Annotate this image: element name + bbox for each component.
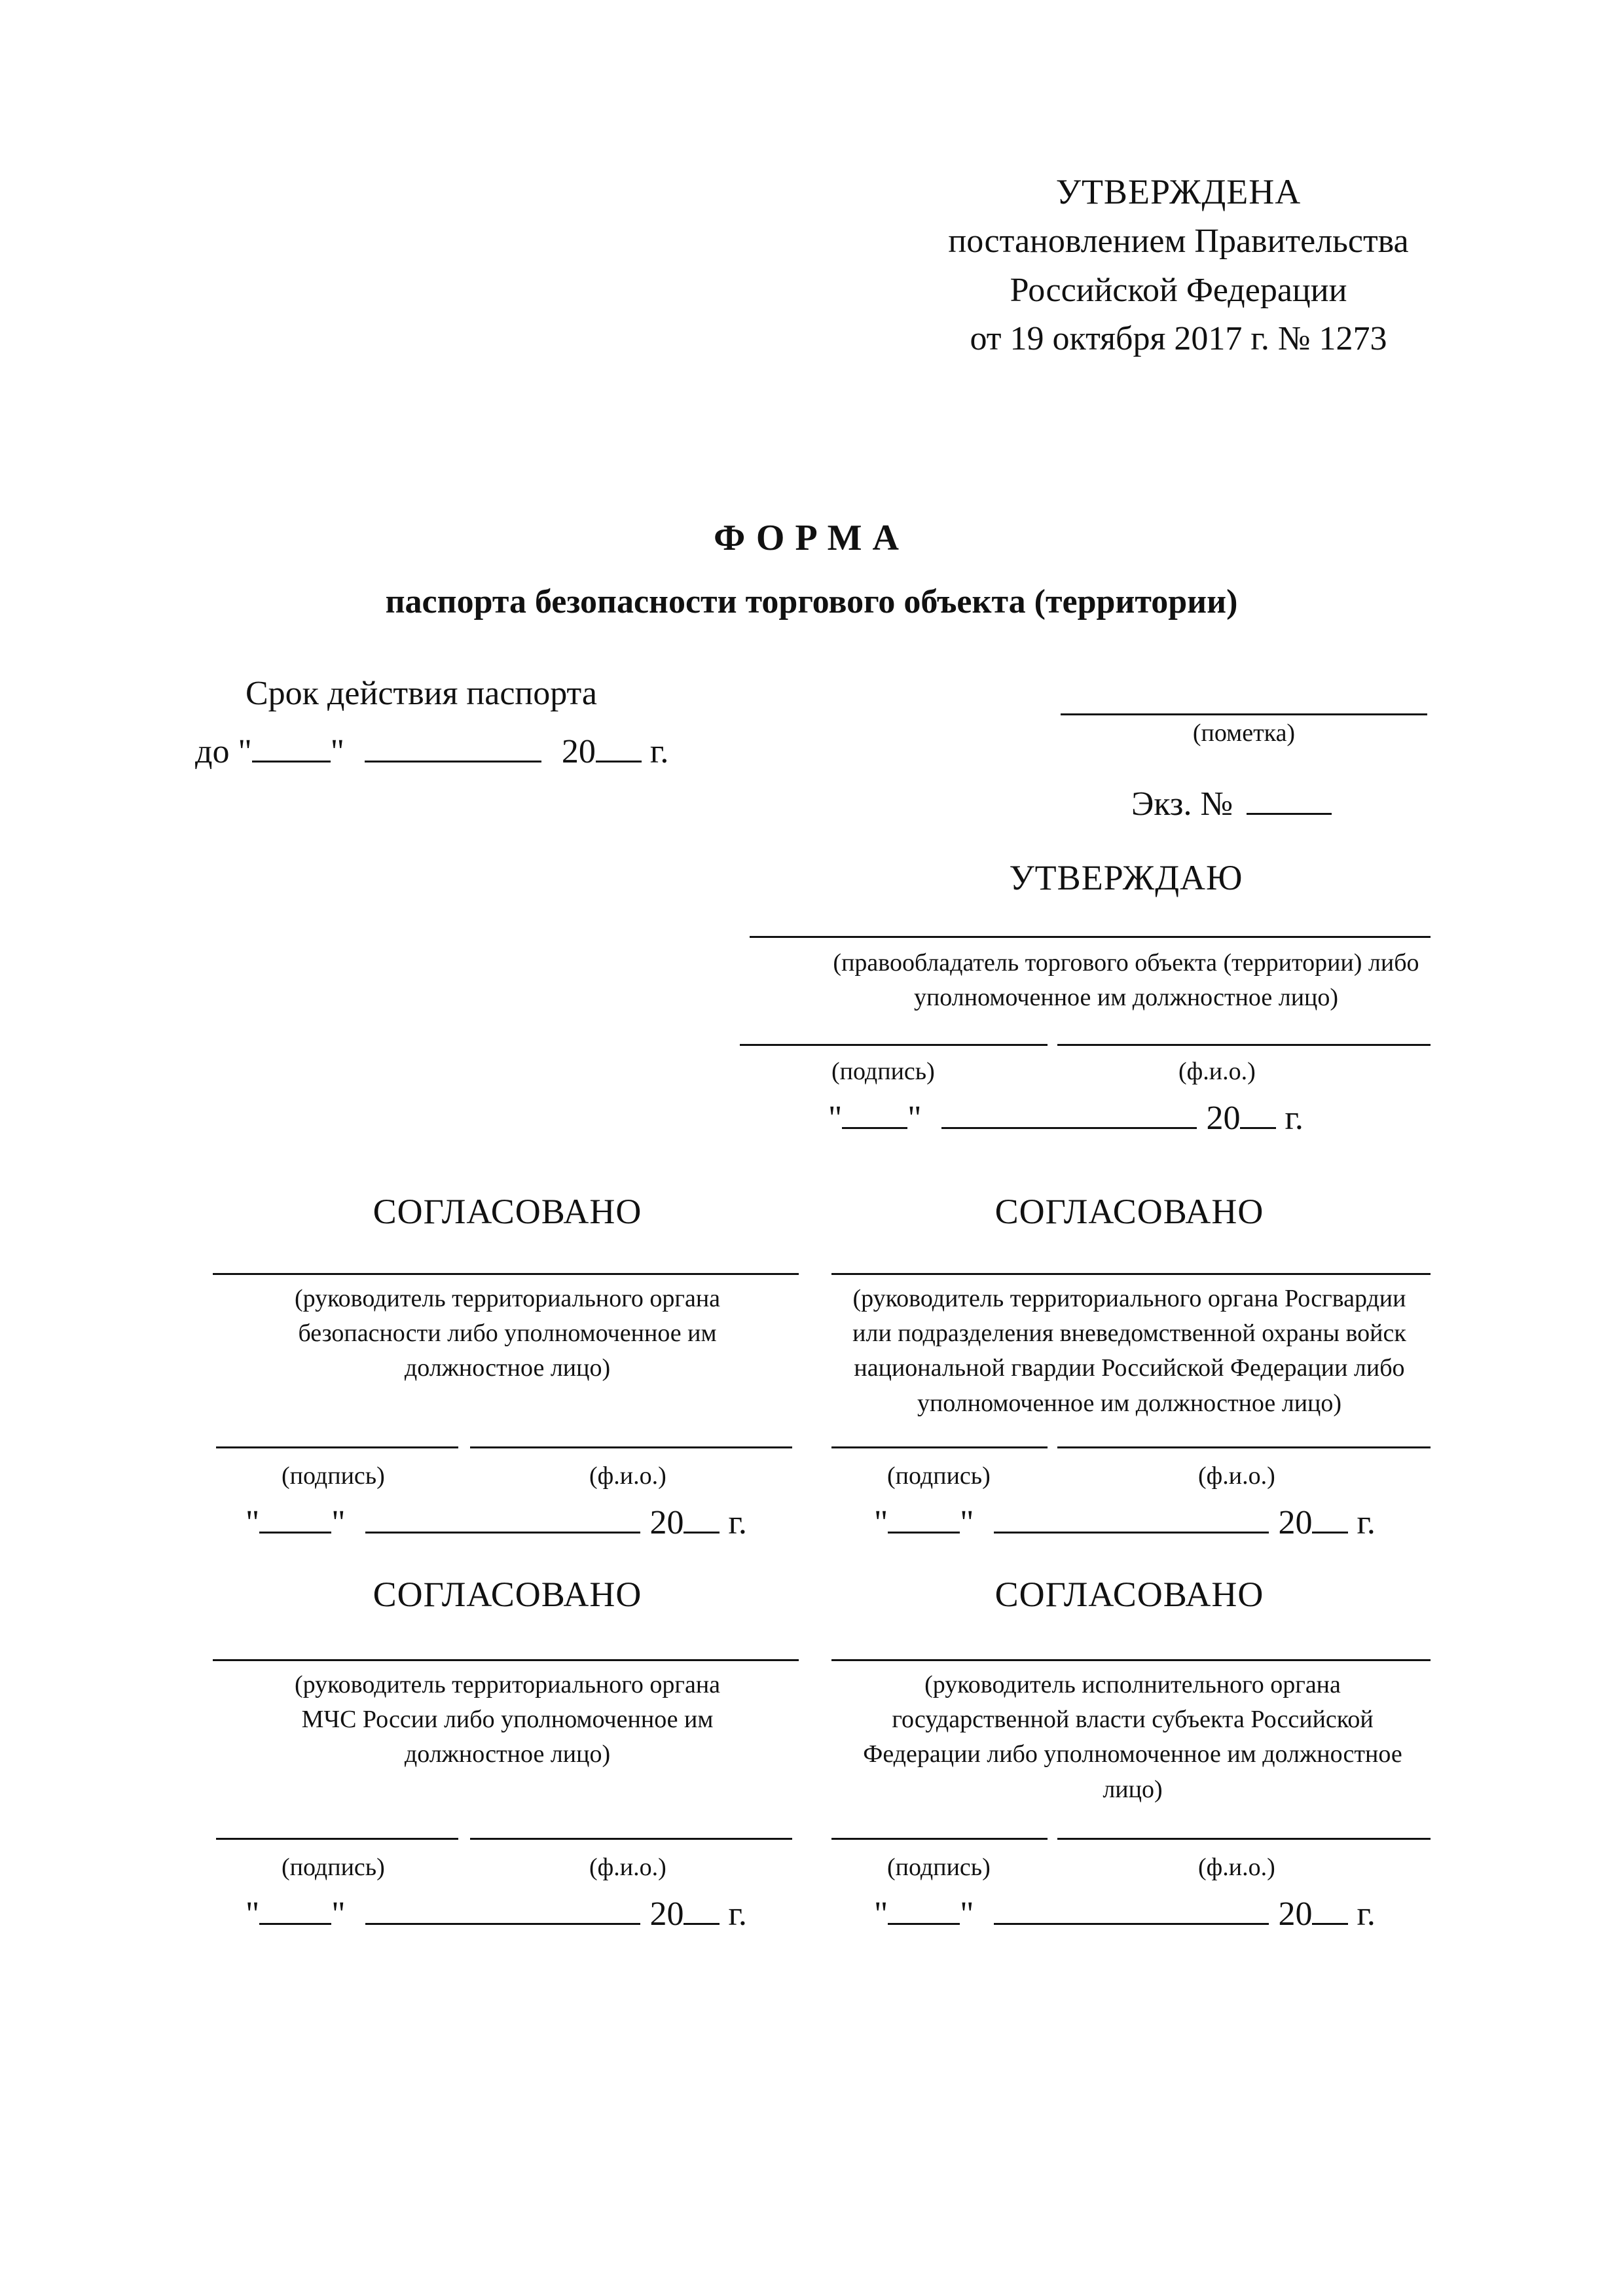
mark-label: (пометка) xyxy=(1192,719,1296,747)
agreement-4-caption xyxy=(818,1668,1447,1807)
agreement-2-suffix: г. xyxy=(1348,1504,1376,1541)
agreement-3-month-field[interactable] xyxy=(365,1889,640,1925)
agreement-3-name-field[interactable] xyxy=(470,1838,792,1840)
agreement-3-quote-close: " xyxy=(331,1895,346,1933)
agreement-2-caption-line: (руководитель территориального органа Росгвардии xyxy=(852,1285,1406,1312)
agreement-2-name-field[interactable] xyxy=(1057,1446,1431,1448)
agreement-1-day-field[interactable] xyxy=(259,1498,331,1534)
validity-quote-close: " xyxy=(330,733,344,770)
agreement-1-caption xyxy=(216,1282,799,1386)
approve-signature-label: (подпись) xyxy=(831,1058,935,1085)
agreement-4-month-field[interactable] xyxy=(994,1889,1269,1925)
approval-block xyxy=(851,167,1506,363)
agreement-3-caption-line: МЧС России либо уполномоченное им xyxy=(301,1706,714,1734)
form-subtitle: паспорта безопасности торгового объекта (территории) xyxy=(385,583,1238,620)
validity-day-field[interactable] xyxy=(252,726,331,762)
agreement-1-caption-line: безопасности либо уполномоченное им xyxy=(298,1319,717,1348)
agreement-4-signature-field[interactable] xyxy=(831,1838,1048,1840)
approval-line-3: от 19 октября 2017 г. № 1273 xyxy=(970,319,1387,357)
agreement-4-name-label: (ф.и.о.) xyxy=(1198,1854,1275,1881)
agreement-3-quote-open: " xyxy=(246,1895,260,1933)
agreement-3-official-field[interactable] xyxy=(213,1659,799,1661)
approve-quote-open: " xyxy=(828,1100,843,1137)
agreement-1-name-label: (ф.и.о.) xyxy=(589,1462,666,1490)
agreement-2-official-field[interactable] xyxy=(831,1273,1431,1275)
validity-year-field[interactable] xyxy=(596,726,642,762)
agreement-4-day-field[interactable] xyxy=(888,1889,960,1925)
approve-caption-line-2: уполномоченное им должностное лицо) xyxy=(913,984,1339,1012)
agreement-3-signature-field[interactable] xyxy=(216,1838,458,1840)
copy-number-label: Экз. № xyxy=(1131,785,1233,823)
agreement-3-year-field[interactable] xyxy=(684,1889,720,1925)
agreement-3-caption-line: должностное лицо) xyxy=(404,1740,611,1768)
agreement-4-title: СОГЛАСОВАНО xyxy=(994,1575,1264,1614)
agreement-3-caption xyxy=(216,1668,799,1772)
agreement-2-name-label: (ф.и.о.) xyxy=(1198,1462,1275,1490)
agreement-1-quote-open: " xyxy=(246,1504,260,1541)
approve-name-field[interactable] xyxy=(1057,1044,1431,1046)
agreement-2-year-prefix: 20 xyxy=(1278,1504,1313,1541)
agreement-4-quote-open: " xyxy=(874,1895,888,1933)
agreement-1-quote-close: " xyxy=(331,1504,346,1541)
agreement-3-suffix: г. xyxy=(720,1895,747,1933)
approve-day-field[interactable] xyxy=(842,1093,907,1129)
approve-title: УТВЕРЖДАЮ xyxy=(1009,858,1243,897)
agreement-2-quote-open: " xyxy=(874,1504,888,1541)
agreement-4-year-field[interactable] xyxy=(1312,1889,1348,1925)
agreement-4-caption-line: (руководитель исполнительного органа xyxy=(924,1671,1341,1698)
form-title: ФОРМА xyxy=(714,518,909,558)
validity-label: Срок действия паспорта xyxy=(246,675,597,712)
copy-number-row xyxy=(1131,779,1332,823)
agreement-1-signature-field[interactable] xyxy=(216,1446,458,1448)
approve-signature-field[interactable] xyxy=(740,1044,1048,1046)
agreement-2-day-field[interactable] xyxy=(888,1498,960,1534)
agreement-2-caption-line: или подразделения вневедомственной охраны войск xyxy=(852,1319,1406,1348)
approve-caption-line-1: (правообладатель торгового объекта (территории) либо xyxy=(833,949,1419,977)
approve-suffix: г. xyxy=(1276,1100,1304,1137)
approve-name-label: (ф.и.о.) xyxy=(1178,1058,1256,1085)
agreement-4-suffix: г. xyxy=(1348,1895,1376,1933)
approve-date-row xyxy=(828,1093,1304,1138)
agreement-2-quote-close: " xyxy=(960,1504,974,1541)
agreement-2-title: СОГЛАСОВАНО xyxy=(994,1192,1264,1231)
agreement-1-year-field[interactable] xyxy=(684,1498,720,1534)
agreement-2-month-field[interactable] xyxy=(994,1498,1269,1534)
agreement-2-caption-line: национальной гвардии Российской Федерации либо xyxy=(854,1354,1405,1382)
approve-month-field[interactable] xyxy=(941,1093,1197,1129)
mark-field[interactable] xyxy=(1061,713,1427,715)
agreement-3-title: СОГЛАСОВАНО xyxy=(373,1575,642,1614)
validity-suffix: г. xyxy=(641,733,669,770)
agreement-2-date-row xyxy=(874,1498,1376,1542)
agreement-3-name-label: (ф.и.о.) xyxy=(589,1854,666,1881)
agreement-3-signature-label: (подпись) xyxy=(282,1854,385,1881)
approve-caption xyxy=(746,946,1506,1015)
agreement-4-name-field[interactable] xyxy=(1057,1838,1431,1840)
agreement-1-month-field[interactable] xyxy=(365,1498,640,1534)
agreement-3-caption-line: (руководитель территориального органа xyxy=(294,1671,721,1698)
agreement-3-date-row xyxy=(246,1889,747,1933)
agreement-1-signature-label: (подпись) xyxy=(282,1462,385,1490)
agreement-4-quote-close: " xyxy=(960,1895,974,1933)
agreement-1-name-field[interactable] xyxy=(470,1446,792,1448)
approval-line-1: постановлением Правительства xyxy=(948,223,1409,260)
agreement-3-year-prefix: 20 xyxy=(649,1895,684,1933)
agreement-4-caption-line: Федерации либо уполномоченное им должностное xyxy=(863,1740,1402,1768)
agreement-2-year-field[interactable] xyxy=(1312,1498,1348,1534)
copy-number-field[interactable] xyxy=(1247,779,1332,815)
validity-month-field[interactable] xyxy=(365,726,541,762)
approve-quote-close: " xyxy=(907,1100,922,1137)
validity-year-prefix: 20 xyxy=(561,733,596,770)
approval-line-2: Российской Федерации xyxy=(1010,271,1347,309)
agreement-2-signature-field[interactable] xyxy=(831,1446,1048,1448)
agreement-2-signature-label: (подпись) xyxy=(887,1462,991,1490)
agreement-4-date-row xyxy=(874,1889,1376,1933)
agreement-1-caption-line: (руководитель территориального органа xyxy=(294,1285,721,1312)
approve-year-field[interactable] xyxy=(1240,1093,1276,1129)
agreement-1-official-field[interactable] xyxy=(213,1273,799,1275)
agreement-4-official-field[interactable] xyxy=(831,1659,1431,1661)
agreement-1-date-row xyxy=(246,1498,747,1542)
agreement-4-caption-line: государственной власти субъекта Российской xyxy=(892,1706,1374,1734)
approve-owner-field[interactable] xyxy=(750,936,1431,938)
agreement-3-day-field[interactable] xyxy=(259,1889,331,1925)
approval-title: УТВЕРЖДЕНА xyxy=(1055,172,1302,211)
agreement-1-year-prefix: 20 xyxy=(649,1504,684,1541)
agreement-4-caption-line: лицо) xyxy=(1103,1775,1163,1803)
agreement-1-title: СОГЛАСОВАНО xyxy=(373,1192,642,1231)
agreement-4-year-prefix: 20 xyxy=(1278,1895,1313,1933)
agreement-4-signature-label: (подпись) xyxy=(887,1854,991,1881)
validity-prefix: до " xyxy=(195,733,252,770)
agreement-2-caption-line: уполномоченное им должностное лицо) xyxy=(917,1389,1342,1417)
agreement-1-suffix: г. xyxy=(720,1504,747,1541)
validity-date-row xyxy=(195,726,668,771)
agreement-2-caption xyxy=(812,1282,1447,1421)
approve-year-prefix: 20 xyxy=(1206,1100,1241,1137)
agreement-1-caption-line: должностное лицо) xyxy=(404,1354,611,1382)
